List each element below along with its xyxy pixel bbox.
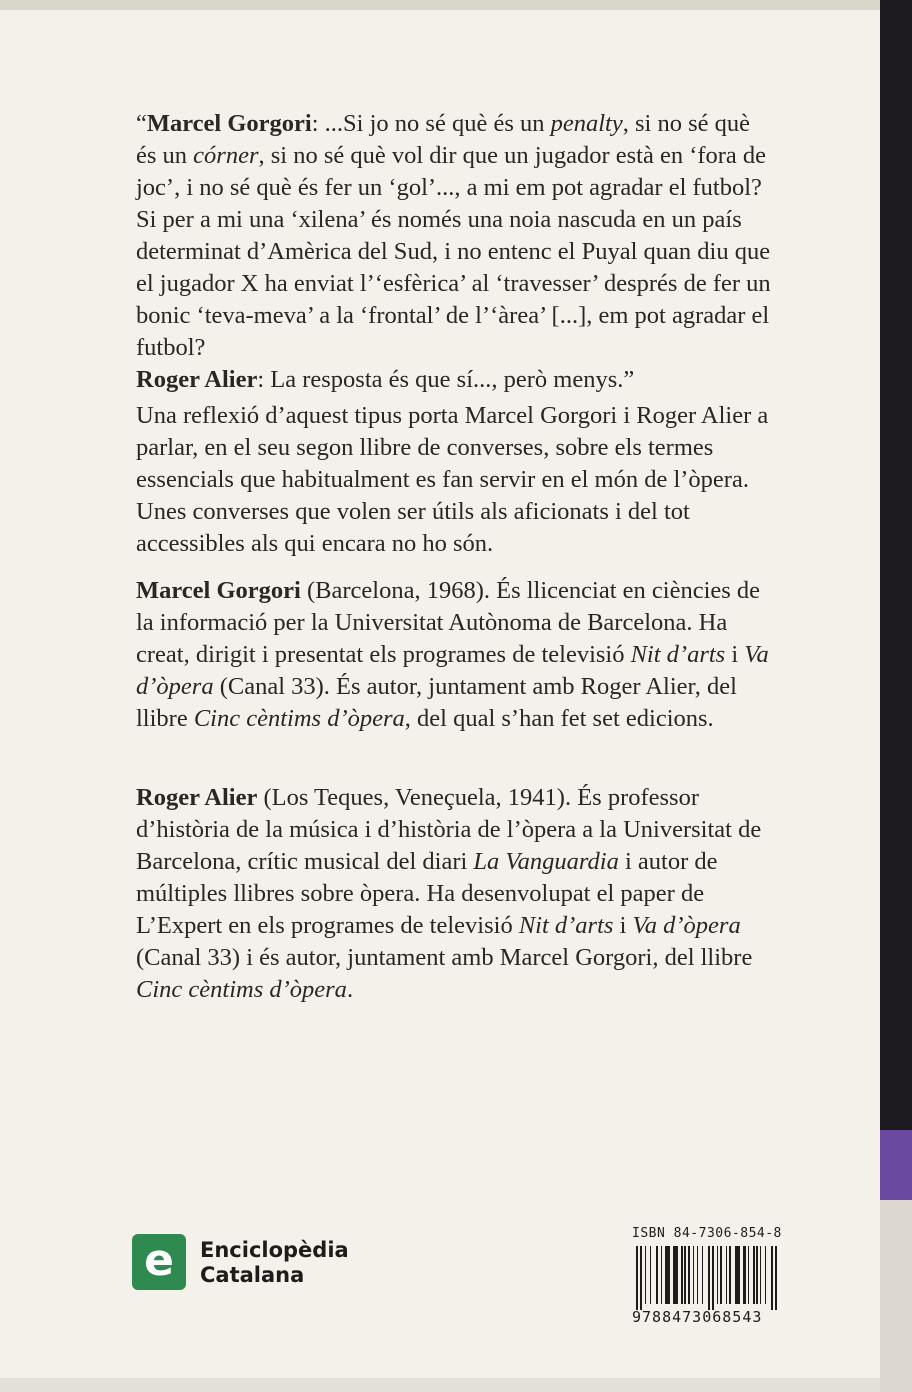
barcode-bar [693, 1246, 694, 1304]
barcode-bar [636, 1246, 638, 1310]
book-title: Cinc cèntims d’òpera [136, 976, 347, 1003]
program-va-dopera: Va d’òpera [632, 912, 741, 939]
barcode-bar [673, 1246, 676, 1304]
cover-top-edge [0, 0, 912, 10]
bio-alier-t4: (Canal 33) i és autor, juntament amb Marcel Gorgori, del llibre [136, 944, 753, 971]
quote-speaker-gorgori: Marcel Gorgori [146, 110, 312, 137]
cover-bottom-edge [0, 1378, 880, 1392]
bio-alier-t2: i autor de múltiples llibres sobre òpera. Ha desenvolupat el paper de L’Expert en els programes de televisió [136, 848, 718, 939]
barcode-bar [753, 1246, 755, 1304]
barcode-bar [720, 1246, 722, 1304]
barcode-bar [729, 1246, 731, 1304]
barcode-bar [665, 1246, 668, 1304]
term-corner: córner [193, 142, 259, 169]
barcode-bar [726, 1246, 727, 1304]
quote-text-3: , si no sé què vol dir que un jugador està en ‘fora de joc’, i no sé què és fer un ‘gol’..., a mi em pot agradar el futbol? Si per a mi una ‘xilena’ és només una noia nascuda en un país determinat d’Amèrica del Sud, i no entenc el Puyal quan diu que el jugador X ha enviat l’‘esfèrica’ al ‘travesser’ després de fer un bonic ‘teva-meva’ a la ‘frontal’ de l’‘àrea’ [...], em pot agradar el futbol? [136, 142, 771, 361]
barcode-bar [684, 1246, 686, 1304]
barcode-bar [676, 1246, 678, 1304]
ean-digits: 9788473068543 [632, 1308, 763, 1326]
barcode-block [628, 1226, 872, 1328]
barcode-bar [717, 1246, 718, 1304]
barcode-bar [760, 1246, 761, 1304]
spine-purple-band [880, 1130, 912, 1200]
barcode-bar [640, 1246, 642, 1310]
program-nit-darts: Nit d’arts [518, 912, 614, 939]
barcode-bar [748, 1246, 749, 1304]
barcode-bar [738, 1246, 740, 1304]
bio-alier-name: Roger Alier [136, 784, 258, 811]
bio-alier [136, 782, 776, 1006]
barcode-bar [743, 1246, 746, 1304]
newspaper-title: La Vanguardia [473, 848, 619, 875]
publisher-logo-icon [132, 1234, 186, 1290]
publisher-name-line2: Catalana [200, 1263, 305, 1287]
spine-dark-band [880, 0, 912, 1130]
isbn-label: ISBN 84-7306-854-8 [632, 1226, 782, 1241]
barcode-bar [668, 1246, 670, 1304]
quote-text-1: : ...Si jo no sé què és un [311, 110, 551, 137]
barcode-bar [688, 1246, 690, 1304]
bio-gorgori-t4: , del qual s’han fet set edicions. [404, 705, 714, 732]
bio-gorgori-text [136, 575, 776, 735]
bio-alier-text [136, 782, 776, 1006]
barcode-bar [697, 1246, 698, 1304]
intro-paragraph [136, 400, 776, 560]
barcode-bar [756, 1246, 758, 1304]
cover-spine-strip [880, 0, 912, 1392]
bio-gorgori-t3: (Canal 33). És autor, juntament amb Roger Alier, del llibre [136, 673, 737, 732]
bio-alier-t5: . [346, 976, 354, 1003]
bio-alier-t1: (Los Teques, Veneçuela, 1941). És professor d’història de la música i d’història de l’òpera a la Universitat de Barcelona, crític musical del diari [136, 784, 762, 875]
barcode-bar [775, 1246, 777, 1310]
barcode-bar [712, 1246, 714, 1310]
bio-gorgori-t1: (Barcelona, 1968). És llicenciat en ciències de la informació per la Universitat Autònoma de Barcelona. Ha creat, dirigit i presentat els programes de televisió [136, 577, 761, 668]
quote-speaker-alier: Roger Alier [136, 366, 258, 393]
barcode-bar [656, 1246, 658, 1304]
program-va-dopera: Va d’òpera [136, 641, 769, 700]
quote-paragraph: “Marcel Gorgori: ...Si jo no sé què és un penalty, si no sé què és un córner, si no sé què vol dir que un jugador està en ‘fora de joc’, i no sé què és fer un ‘gol’..., a mi em pot agradar el futbol? Si per a mi una ‘xilena’ és només una noia nascuda en un país determinat d’Amèrica del Sud, i no entenc el Puyal quan diu que el jugador X ha enviat l’‘esfèrica’ al ‘travesser’ després de fer un bonic ‘teva-meva’ a la ‘frontal’ de l’‘àrea’ [...], em pot agradar el futbol? Roger Alier: La resposta és que sí..., però menys.” [136, 110, 771, 393]
spine-pale-band [880, 1200, 912, 1392]
blurb-quote [136, 108, 776, 396]
bio-gorgori-t2: i [725, 641, 745, 668]
barcode-bar [708, 1246, 710, 1310]
barcode-bar [765, 1246, 766, 1304]
bio-gorgori [136, 575, 776, 735]
barcode-bar [645, 1246, 646, 1304]
program-nit-darts: Nit d’arts [630, 641, 726, 668]
barcode-bar [661, 1246, 662, 1304]
term-penalty: penalty [550, 110, 623, 137]
intro-text: Una reflexió d’aquest tipus porta Marcel Gorgori i Roger Alier a parlar, en el seu segon llibre de converses, sobre els termes essencials que habitualment es fan servir en el món de l’òpera. Unes converses que volen ser útils als aficionats i del tot accessibles als qui encara no ho són. [136, 402, 769, 557]
quote-answer: : La resposta és que sí..., però menys.” [257, 366, 635, 393]
barcode-bars [628, 1246, 872, 1310]
bio-gorgori-name: Marcel Gorgori [136, 577, 301, 604]
bio-alier-t3: i [613, 912, 633, 939]
barcode-bar [702, 1246, 703, 1304]
quote-text-2: , si no sé què és un [136, 110, 750, 169]
barcode-bar [735, 1246, 738, 1304]
publisher-name [200, 1238, 349, 1288]
barcode-bar [681, 1246, 683, 1304]
book-title: Cinc cèntims d’òpera [193, 705, 405, 732]
publisher-logo [132, 1234, 372, 1294]
publisher-logo-letter: e [144, 1235, 174, 1286]
barcode-bar [771, 1246, 773, 1310]
publisher-name-line1: Enciclopèdia [200, 1238, 349, 1262]
barcode-bar [650, 1246, 651, 1304]
